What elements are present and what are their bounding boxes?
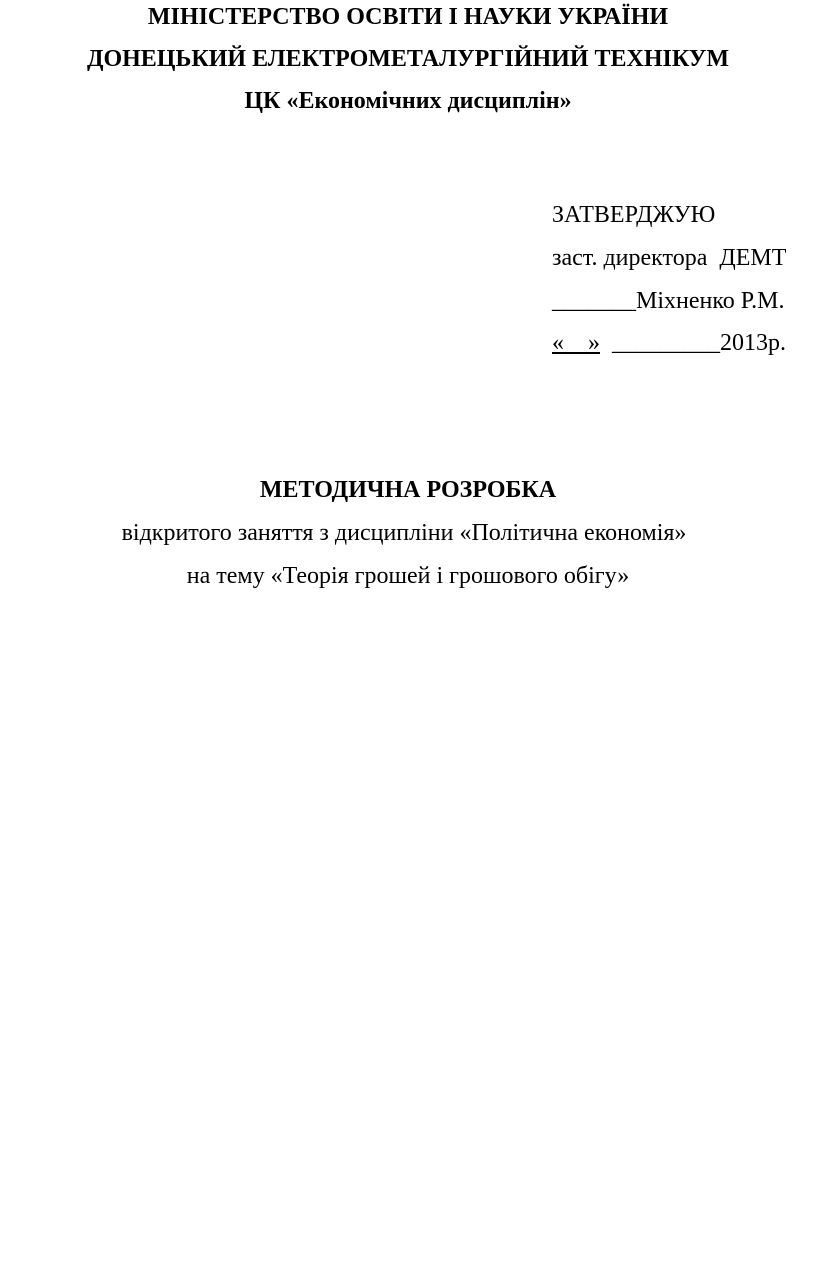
approval-heading: ЗАТВЕРДЖУЮ [552,202,716,228]
document-subtitle: відкритого заняття з дисципліни «Політична економія» [121,520,687,546]
document-title: МЕТОДИЧНА РОЗРОБКА [259,477,557,503]
date-quote-close: » [588,330,600,356]
approval-signature-line [552,286,784,316]
date-day-blank [552,330,600,356]
approver-name: Міхненко Р.М. [636,288,785,314]
ministry-heading: МІНІСТЕРСТВО ОСВІТИ І НАУКИ УКРАЇНИ [147,4,669,30]
department-heading: ЦК «Економічних дисциплін» [244,88,572,114]
approval-position: заст. директора ДЕМТ [552,245,787,271]
date-month-blank: _________ [612,330,720,356]
date-year: 2013р. [720,330,786,356]
approval-date-line [552,328,786,358]
institution-heading: ДОНЕЦЬКИЙ ЕЛЕКТРОМЕТАЛУРГІЙНИЙ ТЕХНІКУМ [86,46,730,72]
signature-blank: _______ [552,288,636,314]
date-quote-open: « [552,330,564,356]
document-topic: на тему «Теорія грошей і грошового обігу» [186,563,630,589]
